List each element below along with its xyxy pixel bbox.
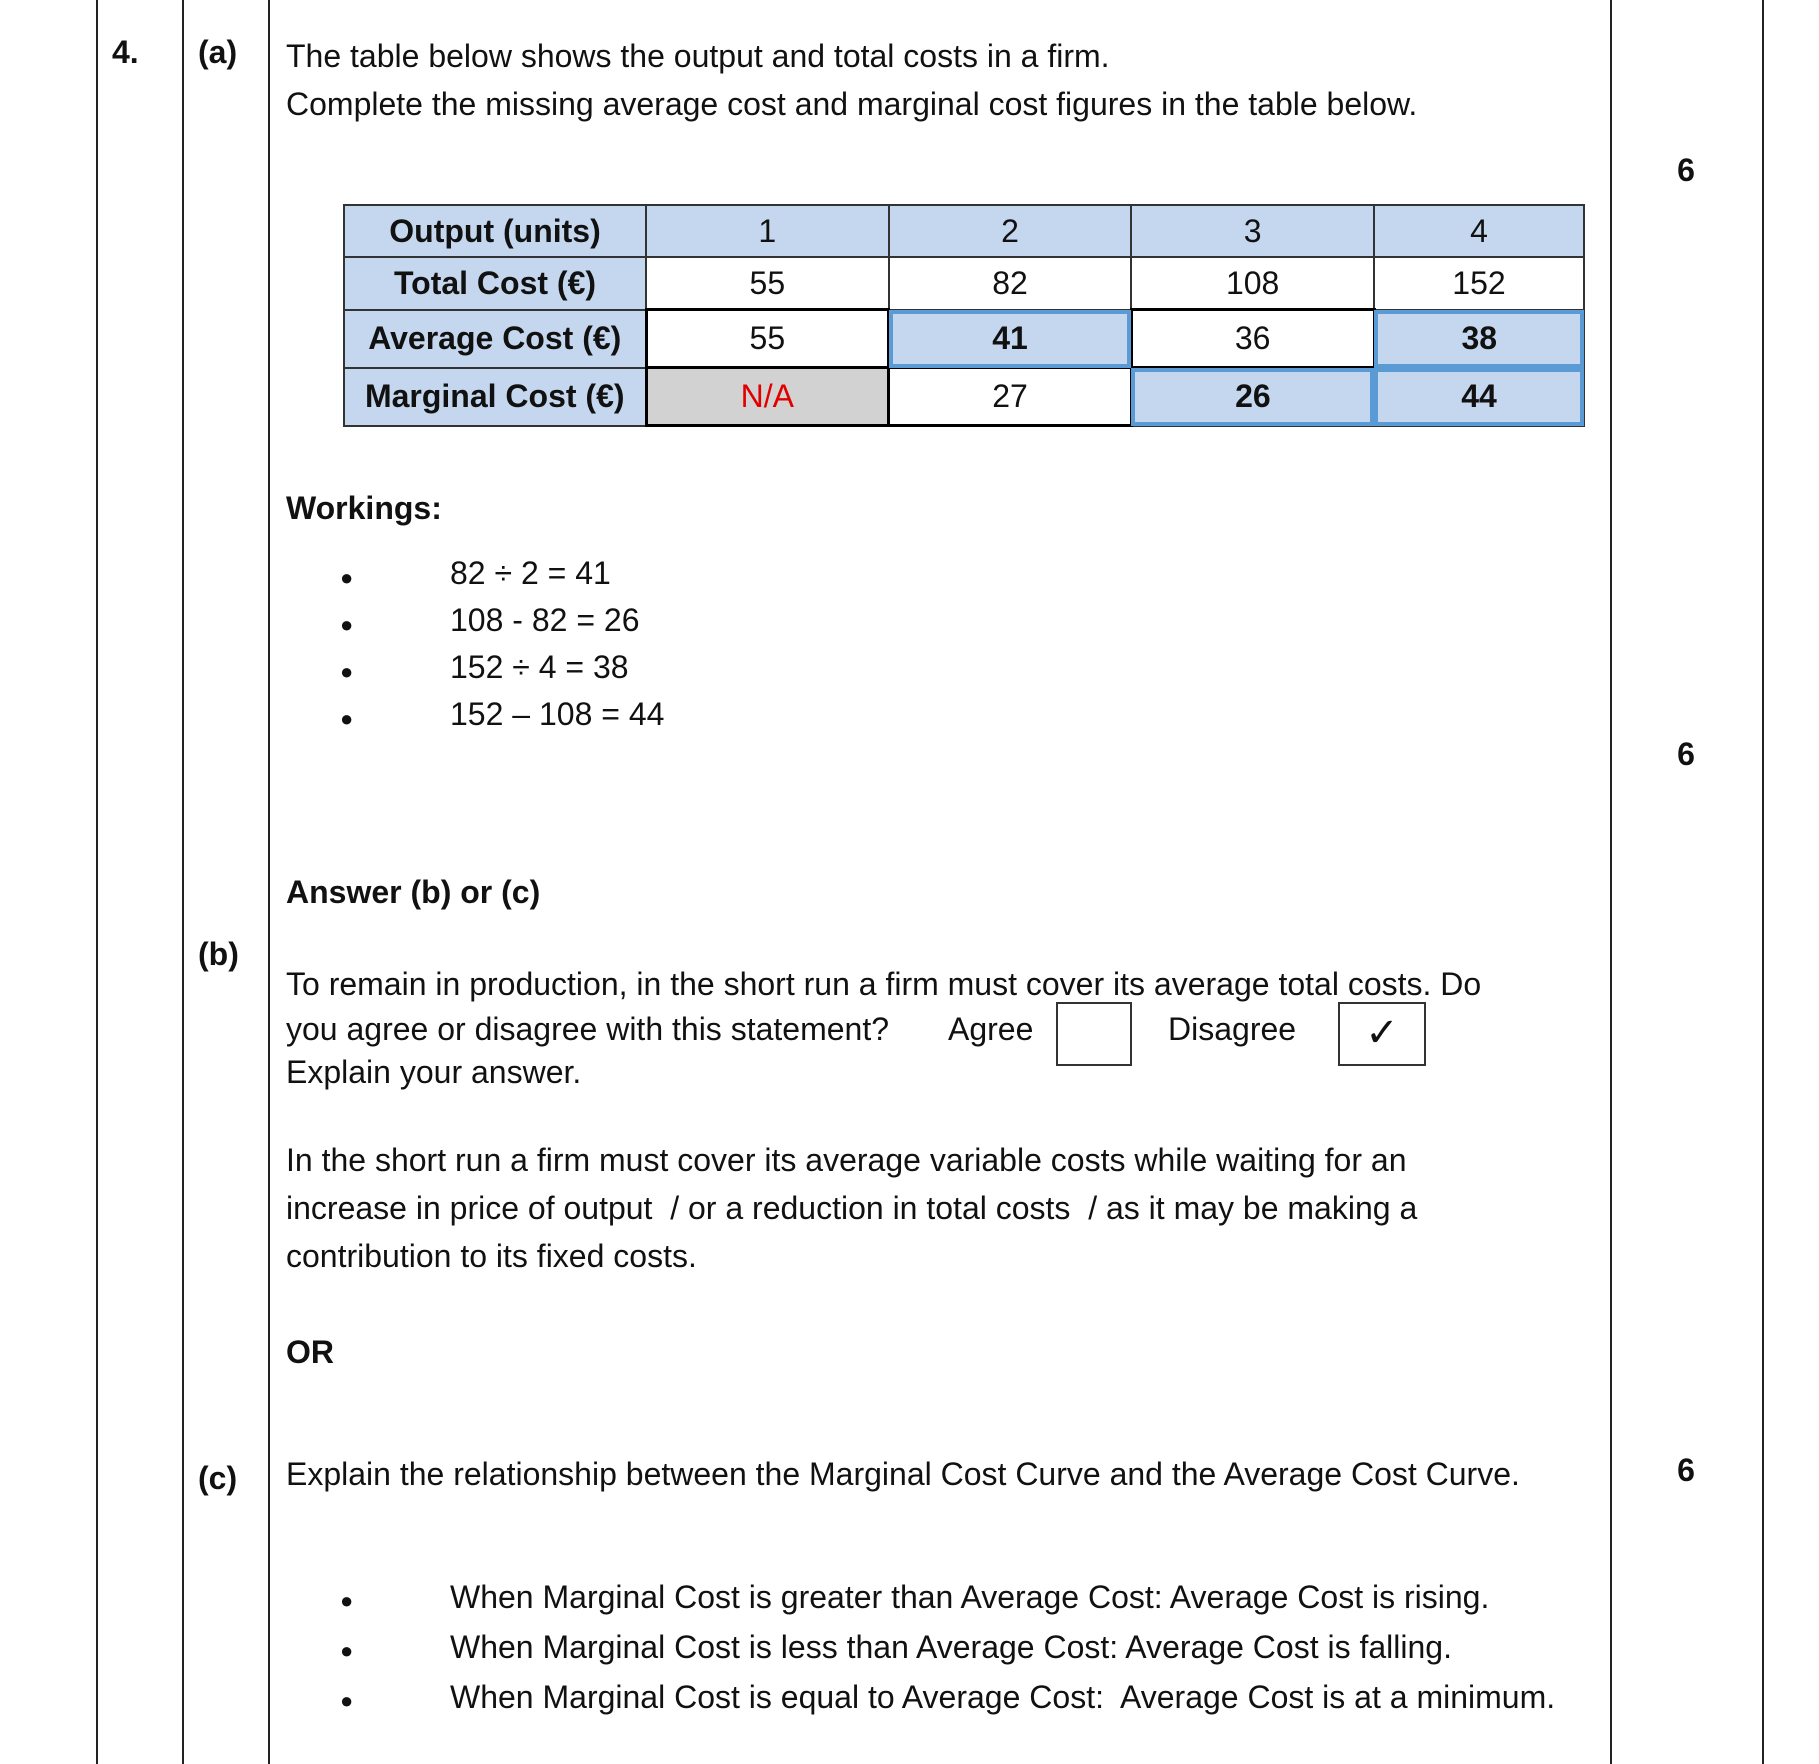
table-row-total-cost	[344, 257, 1584, 310]
list-item: ● 108 - 82 = 26	[340, 597, 664, 644]
agree-label: Agree	[948, 1011, 1034, 1047]
table-cell: 108	[1131, 257, 1374, 310]
list-item: ● 82 ÷ 2 = 41	[340, 550, 664, 597]
table-cell: 36	[1131, 310, 1374, 368]
column-line-marks	[1610, 0, 1612, 1764]
list-item: ● When Marginal Cost is less than Average Cost: Average Cost is falling.	[340, 1622, 1555, 1672]
answer-cell: 38	[1374, 310, 1584, 368]
table-row-output	[344, 205, 1584, 257]
list-item: ● When Marginal Cost is greater than Average Cost: Average Cost is rising.	[340, 1572, 1555, 1622]
table-cell: 82	[889, 257, 1132, 310]
answer-cell: 26	[1131, 368, 1374, 426]
part-b-statement-line2: you agree or disagree with this statement?	[286, 1011, 889, 1047]
table-cell: 55	[646, 310, 889, 368]
part-b-answer-line1: In the short run a firm must cover its average variable costs while waiting for an	[286, 1142, 1407, 1178]
table-cell: 152	[1374, 257, 1584, 310]
table-row-marginal-cost	[344, 368, 1584, 426]
row-label-marginal-cost: Marginal Cost (€)	[344, 368, 646, 426]
table-cell: 27	[889, 368, 1132, 426]
cost-table	[343, 204, 1585, 427]
list-item: ● When Marginal Cost is equal to Average Cost: Average Cost is at a minimum.	[340, 1672, 1555, 1722]
part-b-answer-line2: increase in price of output / or a reduction in total costs / as it may be making a	[286, 1190, 1418, 1226]
part-a-intro-line2: Complete the missing average cost and marginal cost figures in the table below.	[286, 86, 1418, 122]
workings-heading: Workings:	[286, 490, 442, 526]
marks-a: 6	[1677, 152, 1695, 188]
table-cell: 2	[889, 205, 1132, 257]
part-c-question: Explain the relationship between the Marginal Cost Curve and the Average Cost Curve.	[286, 1456, 1520, 1492]
part-a-label: (a)	[198, 34, 238, 70]
question-number: 4.	[112, 34, 139, 70]
row-label-output: Output (units)	[344, 205, 646, 257]
or-label: OR	[286, 1334, 334, 1370]
disagree-label: Disagree	[1168, 1011, 1297, 1047]
part-b-statement-line1: To remain in production, in the short run a firm must cover its average total costs. Do	[286, 966, 1482, 1002]
marks-c: 6	[1677, 1452, 1695, 1488]
answer-cell: 41	[889, 310, 1132, 368]
table-cell: 4	[1374, 205, 1584, 257]
table-row-average-cost	[344, 310, 1584, 368]
table-cell: 3	[1131, 205, 1374, 257]
list-item: ● 152 ÷ 4 = 38	[340, 644, 664, 691]
table-cell: 1	[646, 205, 889, 257]
column-line-right	[1762, 0, 1764, 1764]
workings-list	[340, 550, 664, 738]
agree-checkbox[interactable]	[1056, 1002, 1132, 1066]
marks-b: 6	[1677, 736, 1695, 772]
part-b-explain: Explain your answer.	[286, 1054, 582, 1090]
part-b-answer-line3: contribution to its fixed costs.	[286, 1238, 697, 1274]
table-cell: 55	[646, 257, 889, 310]
column-line-part	[268, 0, 270, 1764]
part-c-label: (c)	[198, 1460, 238, 1496]
list-item: ● 152 – 108 = 44	[340, 691, 664, 738]
answer-choice-heading: Answer (b) or (c)	[286, 874, 541, 910]
column-line-question	[182, 0, 184, 1764]
check-mark-icon: ✓	[1365, 1011, 1399, 1055]
part-b-label: (b)	[198, 936, 239, 972]
column-line-left	[96, 0, 98, 1764]
row-label-total-cost: Total Cost (€)	[344, 257, 646, 310]
disagree-checkbox[interactable]	[1338, 1002, 1426, 1066]
answer-cell: 44	[1374, 368, 1584, 426]
part-a-intro-line1: The table below shows the output and total costs in a firm.	[286, 38, 1110, 74]
na-cell: N/A	[646, 368, 889, 426]
part-c-points	[340, 1572, 1555, 1722]
row-label-average-cost: Average Cost (€)	[344, 310, 646, 368]
